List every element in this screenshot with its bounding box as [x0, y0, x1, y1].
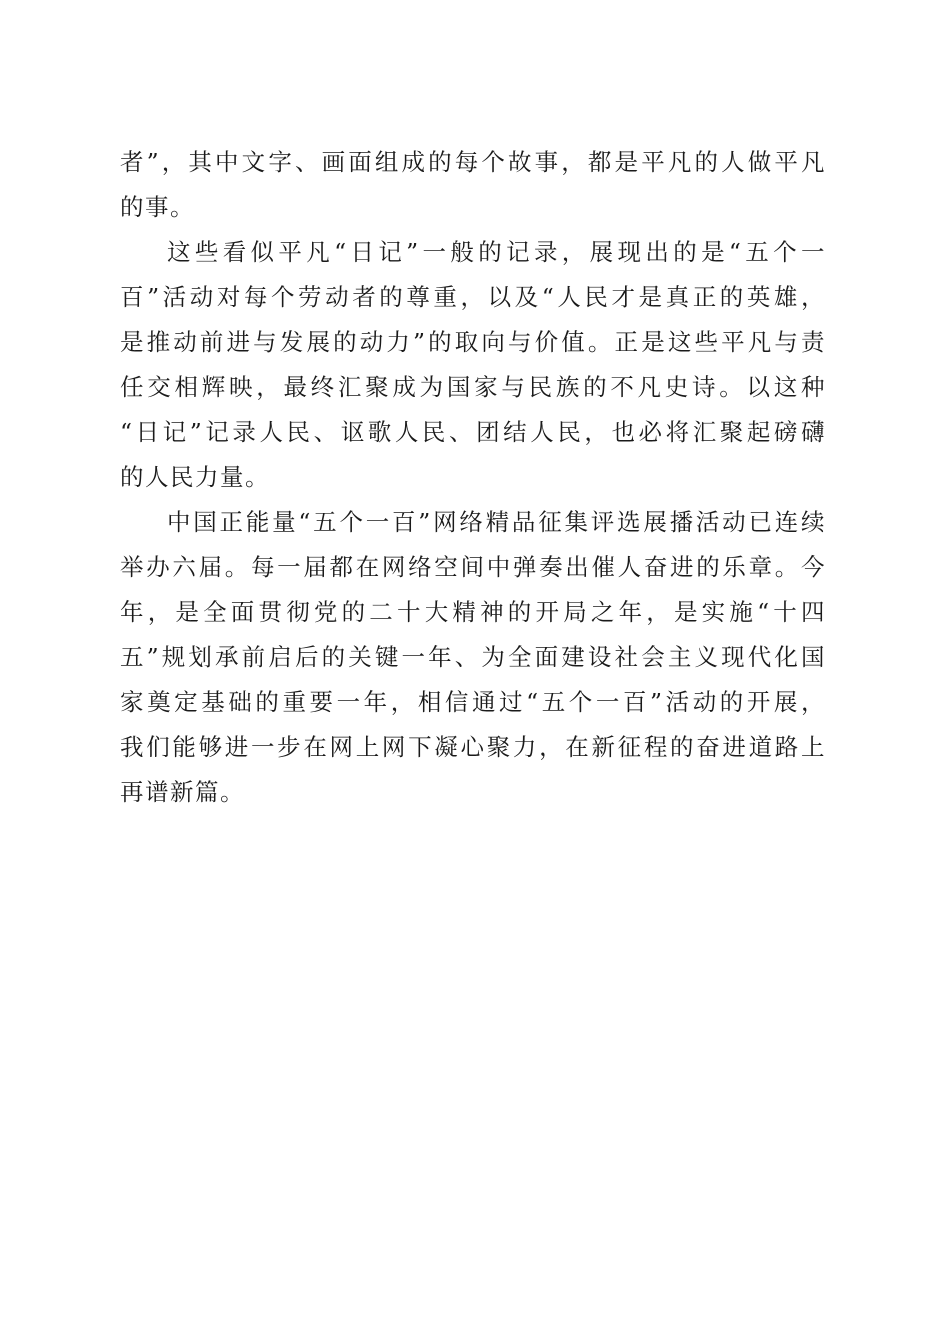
text-line: 这些看似平凡“日记”一般的记录，展现出的是“五个一 — [167, 238, 826, 266]
text-line: 年，是全面贯彻党的二十大精神的开局之年，是实施“十四 — [120, 598, 826, 626]
text-line: 者”，其中文字、画面组成的每个故事，都是平凡的人做平凡 — [120, 148, 826, 176]
text-line: 我们能够进一步在网上网下凝心聚力，在新征程的奋进道路上 — [120, 733, 826, 761]
text-line: “日记”记录人民、讴歌人民、团结人民，也必将汇聚起磅礴 — [120, 418, 826, 446]
text-line: 举办六届。每一届都在网络空间中弹奏出催人奋进的乐章。今 — [120, 553, 826, 581]
text-line: 再谱新篇。 — [120, 778, 245, 806]
text-line: 家奠定基础的重要一年，相信通过“五个一百”活动的开展， — [120, 688, 826, 716]
text-line: 任交相辉映，最终汇聚成为国家与民族的不凡史诗。以这种 — [120, 373, 826, 401]
text-line: 百”活动对每个劳动者的尊重，以及“人民才是真正的英雄， — [120, 283, 826, 311]
text-line: 的人民力量。 — [120, 463, 270, 491]
text-line: 五”规划承前启后的关键一年、为全面建设社会主义现代化国 — [120, 643, 826, 671]
text-line: 中国正能量“五个一百”网络精品征集评选展播活动已连续 — [167, 508, 826, 536]
text-line: 的事。 — [120, 193, 195, 221]
text-line: 是推动前进与发展的动力”的取向与价值。正是这些平凡与责 — [120, 328, 826, 356]
body-text — [120, 140, 826, 815]
